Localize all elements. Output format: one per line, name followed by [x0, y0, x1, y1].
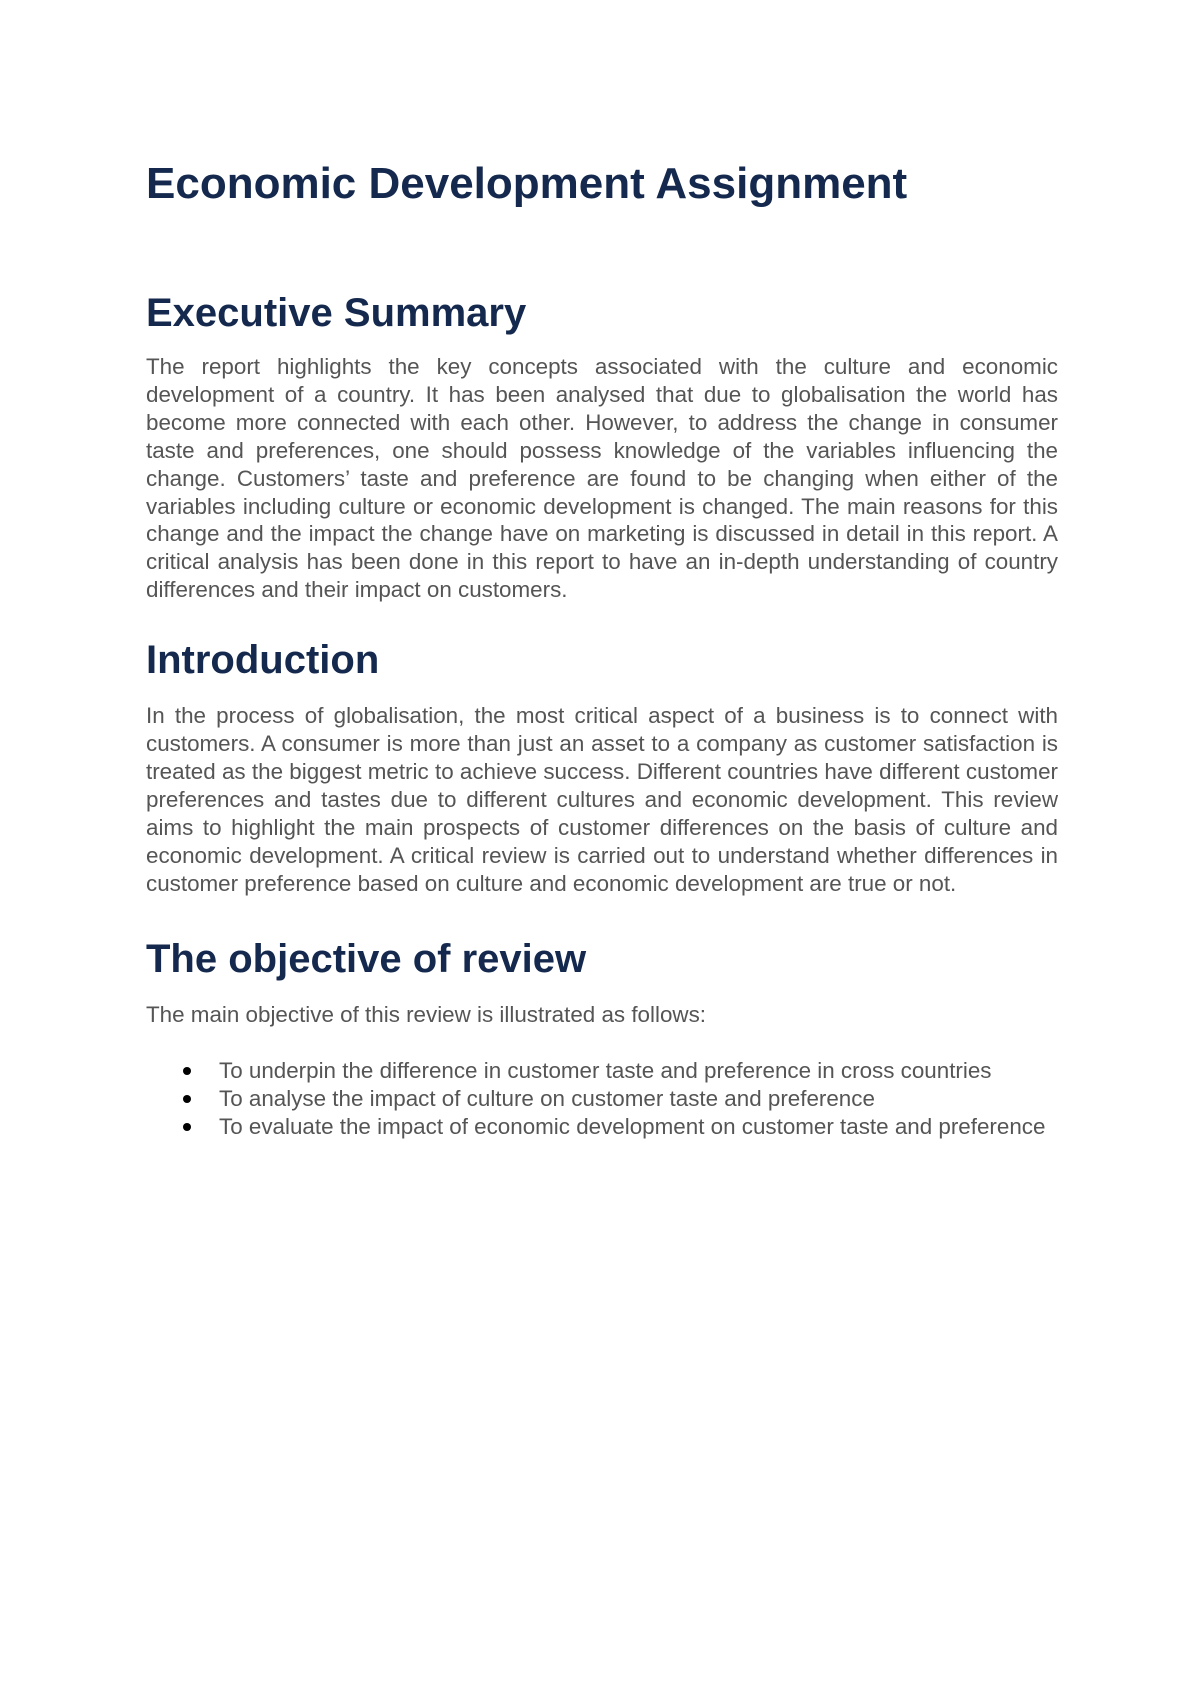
- bullet-dot-icon: [183, 1123, 191, 1131]
- paragraph-executive-summary: The report highlights the key concepts associated with the culture and economic development of a country. It has been analysed that due to globalisation the world has become more connected with each other. However, to address the change in consumer taste and preferences, one should possess knowledge of the variables influencing the change. Customers’ taste and preference are found to be changing when either of the variables including culture or economic development is changed. The main reasons for this change and the impact the change have on marketing is discussed in detail in this report. A critical analysis has been done in this report to have an in-depth understanding of country differences and their impact on customers.: [146, 354, 1058, 603]
- list-item-text: To evaluate the impact of economic development on customer taste and preference: [219, 1114, 1046, 1140]
- heading-objective-of-review: The objective of review: [146, 936, 587, 981]
- heading-executive-summary: Executive Summary: [146, 291, 527, 335]
- list-item: [146, 1113, 1058, 1141]
- paragraph-introduction: In the process of globalisation, the most critical aspect of a business is to connect with customers. A consumer is more than just an asset to a company as customer satisfaction is treated as the biggest metric to achieve success. Different countries have different customer preferences and tastes due to different cultures and economic development. This review aims to highlight the main prospects of customer differences on the basis of culture and economic development. A critical review is carried out to understand whether differences in customer preference based on culture and economic development are true or not.: [146, 703, 1058, 896]
- list-item-text: To underpin the difference in customer taste and preference in cross countries: [219, 1058, 992, 1084]
- paragraph-objective-intro: The main objective of this review is illustrated as follows:: [146, 1001, 706, 1027]
- heading-introduction: Introduction: [146, 638, 380, 683]
- document-content: [146, 158, 1058, 1141]
- objective-bullet-list: [146, 1057, 1058, 1141]
- list-item: [146, 1057, 1058, 1085]
- list-item: [146, 1085, 1058, 1113]
- bullet-dot-icon: [183, 1095, 191, 1103]
- list-item-text: To analyse the impact of culture on customer taste and preference: [219, 1086, 875, 1112]
- bullet-dot-icon: [183, 1067, 191, 1075]
- document-title: Economic Development Assignment: [146, 159, 908, 208]
